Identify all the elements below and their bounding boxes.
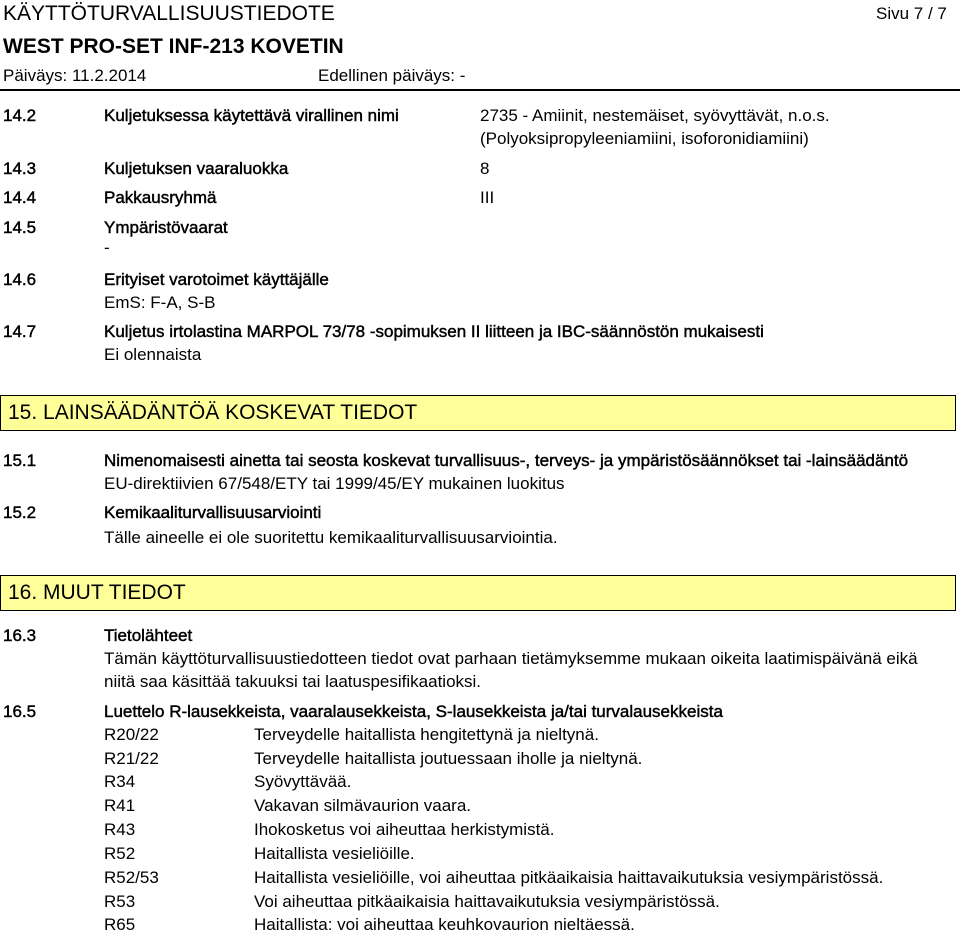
previous-date: Edellinen päiväys: - bbox=[318, 66, 466, 85]
item-subtext: EmS: F-A, S-B bbox=[104, 293, 216, 312]
r-phrase-text: Voi aiheuttaa pitkäaikaisia haittavaikutuksia vesiympäristössä. bbox=[254, 892, 720, 911]
item-value: (Polyoksipropyleeniamiini, isoforonidiamiini) bbox=[480, 129, 809, 148]
item-number: 14.7 bbox=[3, 322, 37, 341]
section-15-heading bbox=[0, 395, 956, 431]
item-number: 14.6 bbox=[3, 270, 37, 289]
r-phrase-code: R52/53 bbox=[104, 868, 159, 887]
item-value: III bbox=[480, 188, 495, 207]
item-label: Nimenomaisesti ainetta tai seosta koskevat turvallisuus-, terveys- ja ympäristösäännökset tai -lainsäädäntö bbox=[104, 451, 909, 470]
item-label: Ympäristövaarat bbox=[104, 218, 228, 237]
r-phrase-code: R34 bbox=[104, 772, 136, 791]
item-label: Luettelo R-lausekkeista, vaaralausekkeista, S-lausekkeista ja/tai turvalausekkeista bbox=[104, 702, 723, 721]
product-name: WEST PRO-SET INF-213 KOVETIN bbox=[3, 35, 344, 58]
r-phrase-code: R53 bbox=[104, 892, 136, 911]
r-phrase-text: Terveydelle haitallista hengitettynä ja nieltynä. bbox=[254, 725, 599, 744]
r-phrase-text: Terveydelle haitallista joutuessaan iholle ja nieltynä. bbox=[254, 749, 643, 768]
section-heading-text: 16. MUUT TIEDOT bbox=[8, 581, 186, 604]
page-number: Sivu 7 / 7 bbox=[876, 4, 947, 23]
r-phrase-text: Haitallista vesieliöille. bbox=[254, 844, 415, 863]
item-number: 15.2 bbox=[3, 503, 37, 522]
section-16-heading bbox=[0, 575, 956, 611]
item-number: 16.3 bbox=[3, 626, 37, 645]
item-number: 15.1 bbox=[3, 451, 37, 470]
document-title: KÄYTTÖTURVALLISUUSTIEDOTE bbox=[3, 2, 335, 25]
item-number: 14.4 bbox=[3, 188, 37, 207]
r-phrase-code: R21/22 bbox=[104, 749, 159, 768]
r-phrase-text: Syövyttävää. bbox=[254, 772, 352, 791]
item-subtext: - bbox=[104, 238, 110, 257]
r-phrase-code: R41 bbox=[104, 796, 136, 815]
item-text: Tälle aineelle ei ole suoritettu kemikaaliturvallisuusarviointia. bbox=[104, 528, 558, 547]
item-label: Pakkausryhmä bbox=[104, 188, 217, 207]
header-divider bbox=[0, 89, 960, 91]
r-phrase-text: Ihokosketus voi aiheuttaa herkistymistä. bbox=[254, 820, 555, 839]
item-label: Kemikaaliturvallisuusarviointi bbox=[104, 503, 322, 522]
item-label: Kuljetuksessa käytettävä virallinen nimi bbox=[104, 106, 399, 125]
r-phrase-code: R65 bbox=[104, 915, 136, 934]
item-text: EU-direktiivien 67/548/ETY tai 1999/45/EY mukainen luokitus bbox=[104, 474, 565, 493]
section-heading-text: 15. LAINSÄÄDÄNTÖÄ KOSKEVAT TIEDOT bbox=[8, 401, 418, 424]
item-value: 8 bbox=[480, 159, 490, 178]
item-number: 14.5 bbox=[3, 218, 37, 237]
item-text: Tämän käyttöturvallisuustiedotteen tiedot ovat parhaan tietämyksemme mukaan oikeita laatimispäivänä eikä bbox=[104, 649, 918, 668]
item-value: 2735 - Amiinit, nestemäiset, syövyttävät, n.o.s. bbox=[480, 106, 830, 125]
item-label: Tietolähteet bbox=[104, 626, 193, 645]
r-phrase-text: Haitallista: voi aiheuttaa keuhkovaurion nieltäessä. bbox=[254, 915, 635, 934]
r-phrase-code: R52 bbox=[104, 844, 136, 863]
item-number: 14.3 bbox=[3, 159, 37, 178]
r-phrase-code: R43 bbox=[104, 820, 136, 839]
item-number: 14.2 bbox=[3, 106, 37, 125]
r-phrase-text: Haitallista vesieliöille, voi aiheuttaa pitkäaikaisia haittavaikutuksia vesiympäristössä. bbox=[254, 868, 884, 887]
item-number: 16.5 bbox=[3, 702, 37, 721]
issue-date: Päiväys: 11.2.2014 bbox=[3, 66, 147, 85]
item-label: Kuljetuksen vaaraluokka bbox=[104, 159, 289, 178]
item-label: Erityiset varotoimet käyttäjälle bbox=[104, 270, 329, 289]
r-phrase-code: R20/22 bbox=[104, 725, 159, 744]
r-phrase-text: Vakavan silmävaurion vaara. bbox=[254, 796, 472, 815]
item-label: Kuljetus irtolastina MARPOL 73/78 -sopimuksen II liitteen ja IBC-säännöstön mukaisesti bbox=[104, 322, 764, 341]
item-subtext: Ei olennaista bbox=[104, 345, 202, 364]
item-text: niitä saa käsittää takuuksi tai laatuspesifikaatioksi. bbox=[104, 672, 482, 691]
